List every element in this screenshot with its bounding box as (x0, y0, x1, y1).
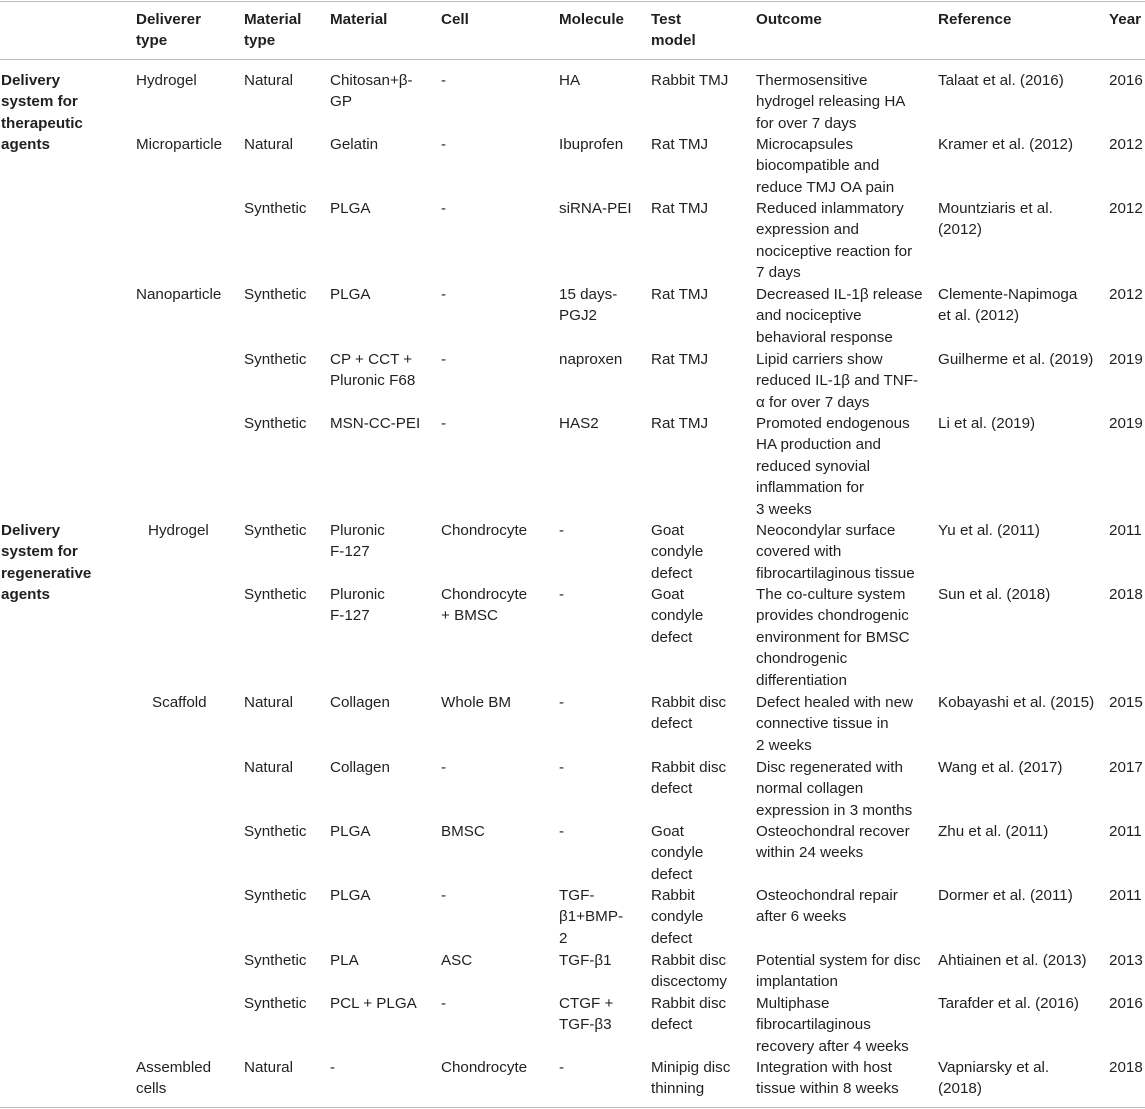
cell-year: 2019 (1109, 351, 1143, 368)
cell-test-model: Goat condyle defect (651, 522, 704, 582)
section-title-therapeutic: Delivery system for therapeutic agents (1, 72, 83, 154)
cell-year: 2011 (1109, 823, 1142, 840)
cell-cell: Chondrocyte (441, 1059, 528, 1076)
cell-year: 2012 (1109, 200, 1143, 217)
cell-reference: Mountziaris et al. (2012) (938, 200, 1053, 239)
cell-outcome: Neocondylar surface covered with fibrocartilaginous tissue (756, 522, 915, 582)
header-deliverer-type: Deliverer type (136, 11, 202, 50)
cell-reference: Tarafder et al. (2016) (938, 995, 1079, 1012)
cell-molecule: siRNA-PEI (559, 200, 632, 217)
cell-deliverer-type: Microparticle (136, 136, 223, 153)
cell-material: PLGA (330, 200, 371, 217)
cell-material: Pluronic F-127 (330, 586, 385, 625)
cell-material-type: Synthetic (244, 415, 307, 432)
cell-molecule: naproxen (559, 351, 623, 368)
cell-year: 2011 (1109, 887, 1142, 904)
cell-test-model: Rat TMJ (651, 200, 709, 217)
header-cell: Cell (441, 11, 469, 28)
cell-reference: Li et al. (2019) (938, 415, 1036, 432)
cell-deliverer-type: Nanoparticle (136, 286, 222, 303)
cell-deliverer-type: Hydrogel (148, 522, 209, 539)
cell-material-type: Synthetic (244, 823, 307, 840)
cell-outcome: Potential system for disc implantation (756, 952, 921, 991)
cell-reference: Zhu et al. (2011) (938, 823, 1049, 840)
cell-material-type: Synthetic (244, 952, 307, 969)
cell-outcome: Disc regenerated with normal collagen expression in 3 months (756, 759, 913, 819)
cell-molecule: 15 days- PGJ2 (559, 286, 618, 325)
header-outcome: Outcome (756, 11, 822, 28)
cell-outcome: Microcapsules biocompatible and reduce TMJ OA pain (756, 136, 895, 196)
cell-test-model: Minipig disc thinning (651, 1059, 731, 1098)
cell-cell: - (441, 351, 447, 368)
cell-cell: - (441, 72, 447, 89)
cell-material: PCL + PLGA (330, 995, 417, 1012)
cell-outcome: The co-culture system provides chondrogenic environment for BMSC chondrogenic differentiation (756, 586, 910, 689)
cell-outcome: Reduced inlammatory expression and nociceptive reaction for 7 days (756, 200, 913, 282)
cell-test-model: Rabbit condyle defect (651, 887, 704, 947)
cell-cell: ASC (441, 952, 473, 969)
cell-reference: Clemente-Napimoga et al. (2012) (938, 286, 1078, 325)
cell-year: 2018 (1109, 1059, 1143, 1076)
cell-molecule: HAS2 (559, 415, 599, 432)
cell-outcome: Lipid carriers show reduced IL-1β and TNF- α for over 7 days (756, 351, 919, 411)
cell-material: Gelatin (330, 136, 379, 153)
cell-material: Pluronic F-127 (330, 522, 385, 561)
cell-outcome: Integration with host tissue within 8 weeks (756, 1059, 899, 1098)
cell-test-model: Rabbit disc discectomy (651, 952, 727, 991)
cell-material: Collagen (330, 759, 390, 776)
cell-test-model: Rat TMJ (651, 351, 709, 368)
cell-material-type: Natural (244, 72, 293, 89)
cell-outcome: Decreased IL-1β release and nociceptive behavioral response (756, 286, 923, 346)
cell-cell: - (441, 887, 447, 904)
cell-cell: Chondrocyte + BMSC (441, 586, 528, 625)
cell-molecule: TGF-β1 (559, 952, 612, 969)
cell-cell: - (441, 136, 447, 153)
header-test-model: Test model (651, 11, 696, 50)
cell-material: PLGA (330, 286, 371, 303)
cell-cell: - (441, 286, 447, 303)
cell-material: MSN-CC-PEI (330, 415, 421, 432)
cell-molecule: - (559, 694, 565, 711)
cell-material: PLGA (330, 887, 371, 904)
cell-cell: Chondrocyte (441, 522, 528, 539)
cell-reference: Ahtiainen et al. (2013) (938, 952, 1087, 969)
cell-reference: Talaat et al. (2016) (938, 72, 1064, 89)
cell-material: - (330, 1059, 336, 1076)
header-reference: Reference (938, 11, 1012, 28)
cell-test-model: Rabbit disc defect (651, 995, 727, 1034)
cell-year: 2012 (1109, 286, 1143, 303)
cell-material-type: Natural (244, 694, 293, 711)
section-title-regenerative: Delivery system for regenerative agents (1, 522, 92, 604)
cell-test-model: Rabbit disc defect (651, 694, 727, 733)
cell-reference: Vapniarsky et al. (2018) (938, 1059, 1050, 1098)
cell-deliverer-type: Scaffold (152, 694, 207, 711)
cell-reference: Kramer et al. (2012) (938, 136, 1074, 153)
cell-cell: Whole BM (441, 694, 512, 711)
cell-material-type: Synthetic (244, 995, 307, 1012)
header-year: Year (1109, 11, 1142, 28)
cell-year: 2016 (1109, 995, 1143, 1012)
cell-molecule: - (559, 1059, 565, 1076)
cell-molecule: - (559, 823, 565, 840)
cell-material: CP + CCT + Pluronic F68 (330, 351, 416, 390)
cell-outcome: Promoted endogenous HA production and reduced synovial inflammation for 3 weeks (756, 415, 910, 518)
cell-molecule: HA (559, 72, 581, 89)
cell-cell: - (441, 759, 447, 776)
cell-deliverer-type: Hydrogel (136, 72, 197, 89)
cell-test-model: Goat condyle defect (651, 823, 704, 883)
cell-molecule: TGF- β1+BMP- 2 (559, 887, 624, 947)
cell-outcome: Osteochondral repair after 6 weeks (756, 887, 898, 926)
cell-year: 2018 (1109, 586, 1143, 603)
cell-material: Chitosan+β- GP (330, 72, 413, 111)
cell-material-type: Natural (244, 1059, 293, 1076)
cell-cell: BMSC (441, 823, 485, 840)
cell-molecule: Ibuprofen (559, 136, 624, 153)
cell-reference: Guilherme et al. (2019) (938, 351, 1094, 368)
cell-material-type: Synthetic (244, 200, 307, 217)
cell-reference: Kobayashi et al. (2015) (938, 694, 1095, 711)
cell-test-model: Rat TMJ (651, 286, 709, 303)
cell-cell: - (441, 200, 447, 217)
cell-test-model: Rabbit disc defect (651, 759, 727, 798)
cell-outcome: Defect healed with new connective tissue in 2 weeks (756, 694, 914, 754)
cell-reference: Yu et al. (2011) (938, 522, 1040, 539)
header-material-type: Material type (244, 11, 302, 50)
cell-test-model: Rat TMJ (651, 415, 709, 432)
cell-material-type: Synthetic (244, 887, 307, 904)
cell-year: 2017 (1109, 759, 1143, 776)
cell-material: PLA (330, 952, 359, 969)
cell-cell: - (441, 415, 447, 432)
cell-year: 2019 (1109, 415, 1143, 432)
cell-molecule: - (559, 586, 565, 603)
cell-year: 2011 (1109, 522, 1142, 539)
cell-material-type: Natural (244, 136, 293, 153)
cell-molecule: CTGF + TGF-β3 (559, 995, 614, 1034)
cell-molecule: - (559, 759, 565, 776)
cell-test-model: Goat condyle defect (651, 586, 704, 646)
cell-year: 2012 (1109, 136, 1143, 153)
cell-year: 2013 (1109, 952, 1143, 969)
header-molecule: Molecule (559, 11, 624, 28)
cell-material: PLGA (330, 823, 371, 840)
cell-material-type: Synthetic (244, 286, 307, 303)
cell-year: 2016 (1109, 72, 1143, 89)
cell-year: 2015 (1109, 694, 1143, 711)
header-material: Material (330, 11, 388, 28)
cell-reference: Sun et al. (2018) (938, 586, 1051, 603)
cell-test-model: Rat TMJ (651, 136, 709, 153)
cell-deliverer-type: Assembled cells (136, 1059, 212, 1098)
cell-outcome: Thermosensitive hydrogel releasing HA for over 7 days (756, 72, 906, 132)
cell-molecule: - (559, 522, 565, 539)
cell-reference: Dormer et al. (2011) (938, 887, 1073, 904)
cell-material-type: Natural (244, 759, 293, 776)
cell-outcome: Multiphase fibrocartilaginous recovery after 4 weeks (756, 995, 909, 1055)
cell-material-type: Synthetic (244, 351, 307, 368)
cell-material-type: Synthetic (244, 586, 307, 603)
cell-material-type: Synthetic (244, 522, 307, 539)
cell-outcome: Osteochondral recover within 24 weeks (756, 823, 910, 862)
cell-reference: Wang et al. (2017) (938, 759, 1063, 776)
cell-test-model: Rabbit TMJ (651, 72, 729, 89)
cell-material: Collagen (330, 694, 390, 711)
cell-cell: - (441, 995, 447, 1012)
